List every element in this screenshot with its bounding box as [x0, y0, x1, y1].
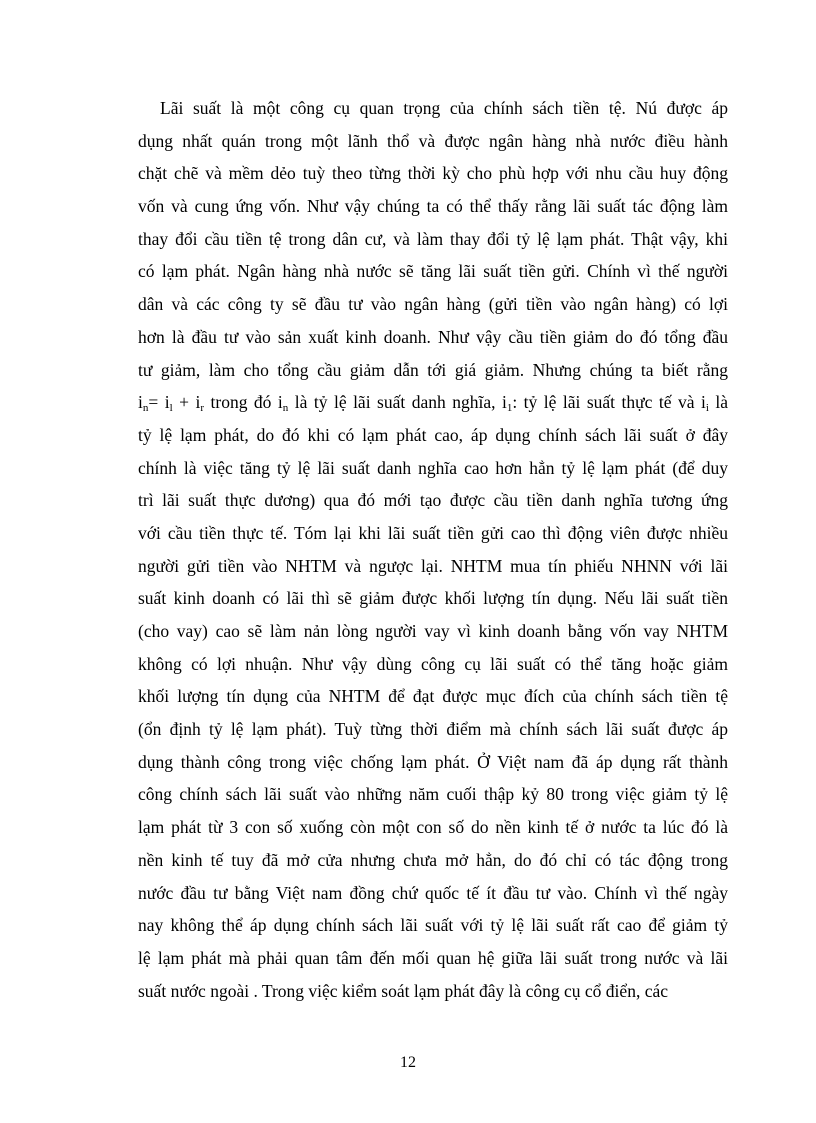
text-line: lạm phát từ 3 con số xuống còn một con số do nền kinh tế ở nước ta lúc đó là [138, 817, 728, 838]
text-line: trì lãi suất thực dương) qua đó mới tạo được cầu tiền danh nghĩa tương ứng [138, 490, 728, 511]
text-line: vốn và cung ứng vốn. Như vậy chúng ta có thể thấy rằng lãi suất tác động làm [138, 196, 728, 217]
formula-subscript: r [200, 402, 205, 415]
text-line: dụng thành công trong việc chống lạm phát. Ở Việt nam đã áp dụng rất thành [138, 751, 728, 772]
text-line: nước đầu tư bằng Việt nam đồng chứ quốc tế ít đầu tư vào. Chính vì thế ngày [138, 882, 728, 903]
text-line: nền kinh tế tuy đã mở cửa nhưng chưa mở hẳn, do đó chỉ có tác động trong [138, 849, 728, 870]
text-line: người gửi tiền vào NHTM và ngược lại. NHTM mua tín phiếu NHNN với lãi [138, 555, 728, 576]
formula-subscript: n [142, 402, 149, 415]
formula-subscript: 1 [506, 402, 513, 415]
document-body [138, 92, 728, 1007]
text-line: không có lợi nhuận. Như vậy dùng công cụ lãi suất có thể tăng hoặc giảm [138, 653, 728, 674]
text-line: lệ lạm phát mà phải quan tâm đến mối quan hệ giữa lãi suất trong nước và lãi [138, 947, 728, 968]
text-line: hơn là đầu tư vào sản xuất kinh doanh. Như vậy cầu tiền giảm do đó tổng đầu [138, 326, 728, 347]
text-line: nay không thể áp dụng chính sách lãi suất với tỷ lệ lãi suất rất cao để giảm tỷ [138, 915, 728, 936]
formula-subscript: i [705, 402, 709, 415]
text-line: với cầu tiền thực tế. Tóm lại khi lãi suất tiền gửi cao thì động viên được nhiều [138, 522, 728, 543]
formula-part: là tỷ lệ lãi suất danh nghĩa, i [288, 392, 507, 413]
formula-line [138, 386, 728, 419]
text-line: dân và các công ty sẽ đầu tư vào ngân hàng (gửi tiền vào ngân hàng) có lợi [138, 294, 728, 315]
formula-subscript: n [282, 402, 289, 415]
formula-part: : tỷ lệ lãi suất thực tế và i [512, 392, 706, 413]
text-line: tỷ lệ lạm phát, do đó khi có lạm phát cao, áp dụng chính sách lãi suất ở đây [138, 424, 728, 445]
page-number: 12 [400, 1054, 416, 1071]
formula-part: là [708, 392, 728, 413]
text-line: tư giảm, làm cho tổng cầu giảm dẫn tới giá giảm. Nhưng chúng ta biết rằng [138, 359, 728, 380]
text-line: suất nước ngoài . Trong việc kiểm soát lạm phát đây là công cụ cổ điển, các [138, 980, 668, 1001]
text-line: có lạm phát. Ngân hàng nhà nước sẽ tăng lãi suất tiền gửi. Chính vì thế người [138, 261, 728, 282]
text-line: công chính sách lãi suất vào những năm cuối thập kỷ 80 trong việc giảm tỷ lệ [138, 784, 728, 805]
formula-part: + i [172, 392, 201, 413]
formula-part: trong đó i [204, 392, 283, 413]
formula-part: i [138, 392, 143, 413]
text-line: chặt chẽ và mềm dẻo tuỳ theo từng thời kỳ cho phù hợp với nhu cầu huy động [138, 163, 728, 184]
text-line: (cho vay) cao sẽ làm nản lòng người vay vì kinh doanh bằng vốn vay NHTM [138, 621, 728, 641]
formula-subscript: l [169, 402, 173, 415]
text-line: dụng nhất quán trong một lãnh thổ và được ngân hàng nhà nước điều hành [138, 130, 728, 151]
text-line: thay đổi cầu tiền tệ trong dân cư, và làm thay đổi tỷ lệ lạm phát. Thật vậy, khi [138, 228, 728, 249]
text-line: Lãi suất là một công cụ quan trọng của chính sách tiền tệ. Nú được áp [160, 98, 728, 118]
text-line: khối lượng tín dụng của NHTM để đạt được mục đích của chính sách tiền tệ [138, 686, 728, 707]
formula-part: = i [148, 392, 170, 413]
text-line: (ổn định tỷ lệ lạm phát). Tuỳ từng thời điểm mà chính sách lãi suất được áp [138, 719, 728, 740]
text-line: chính là việc tăng tỷ lệ lãi suất danh nghĩa cao hơn hẳn tỷ lệ lạm phát (để duy [138, 457, 728, 478]
text-line: suất kinh doanh có lãi thì sẽ giảm được khối lượng tín dụng. Nếu lãi suất tiền [138, 588, 728, 609]
